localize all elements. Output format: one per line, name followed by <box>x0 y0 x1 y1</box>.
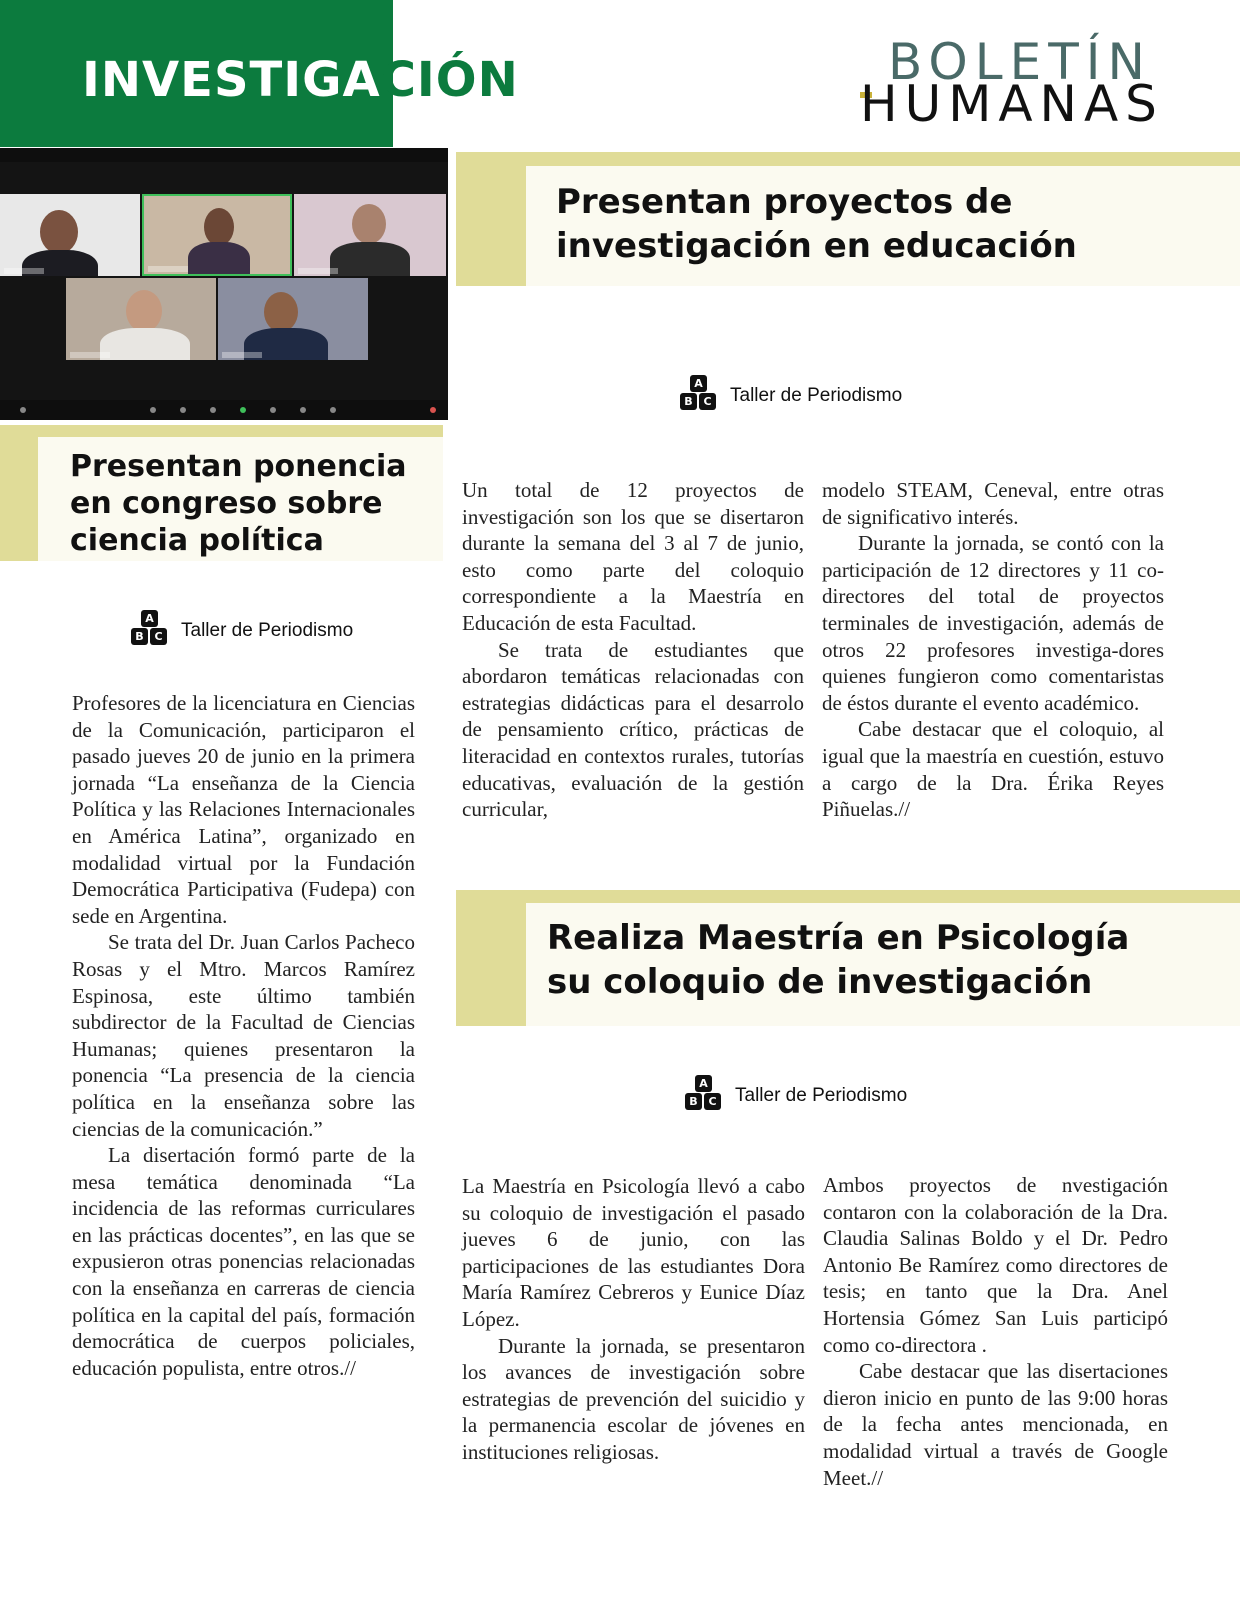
article1-body <box>72 690 415 1381</box>
boletin-humanas-logo <box>860 33 1180 133</box>
video-call-toolbar <box>0 400 448 420</box>
participant-tile-active <box>142 194 292 276</box>
article1-paragraph: Se trata del Dr. Juan Carlos Pacheco Rosas y el Mtro. Marcos Ramírez Espinosa, este último también subdirector de la Facultad de Ciencias Humanas; quienes presentaron la ponencia “La presencia de la ciencia política en la enseñanza sobre las ciencias de la comunicación.” <box>72 930 415 1141</box>
logo-line1: BOLETÍN <box>888 33 1152 91</box>
byline-label: Taller de Periodismo <box>730 385 903 406</box>
article1-title-line: en congreso sobre <box>70 486 383 521</box>
article3-col1 <box>462 1173 805 1466</box>
article1-paragraph: Profesores de la licenciatura en Ciencias de la Comunicación, participaron el pasado jueves 20 de junio en la primera jornada “La enseñanza de la Ciencia Política y las Relaciones Internacionales en América Latina”, organizado en modalidad virtual por la Fundación Democrática Participativa (Fudepa) con sede en Argentina. <box>72 691 415 928</box>
article3-paragraph: Cabe destacar que las disertaciones dieron inicio en punto de las 9:00 horas de la fecha antes mencionada, en modalidad virtual a través de Google Meet.// <box>823 1359 1168 1490</box>
article3-paragraph: Durante la jornada, se presentaron los avances de investigación sobre estrategias de prevención del suicidio y la permanencia escolar de jóvenes en instituciones religiosas. <box>462 1333 805 1464</box>
article2-paragraph: Cabe destacar que el coloquio, al igual que la maestría en cuestión, estuvo a cargo de la Dra. Érika Reyes Piñuelas.// <box>822 717 1164 822</box>
section-title-part2: CIÓN <box>380 52 519 108</box>
participant-tile <box>294 194 446 276</box>
article2-col1 <box>462 477 804 823</box>
article2-paragraph: modelo STEAM, Ceneval, entre otras de significativo interés. <box>822 478 1164 529</box>
participant-tile <box>66 278 216 360</box>
video-call-topbar <box>0 148 448 162</box>
article2-title-line: investigación en educación <box>556 226 1077 266</box>
article2-title-line: Presentan proyectos de <box>556 182 1013 222</box>
article2-paragraph: Se trata de estudiantes que abordaron temáticas relacionadas con estrategias didácticas para el desarrolo de pensamiento crítico, prácticas de literacidad en contextos rurales, tutorías educativas, evaluación de la gestión curricular, <box>462 637 804 822</box>
article1-paragraph: La disertación formó parte de la mesa temática denominada “La incidencia de las reformas curriculares en las prácticas docentes”, en las que se expusieron otras ponencias relacionadas con la enseñanza en carreras de ciencia política en la capital del país, formación democrática de cuerpos policiales, educación populista, entre otros.// <box>72 1143 415 1380</box>
section-title <box>82 48 519 112</box>
article1-title-line: Presentan ponencia <box>70 449 407 484</box>
abc-blocks-icon: A B C <box>685 1075 723 1113</box>
article3-byline <box>685 1075 945 1115</box>
article3-paragraph: Ambos proyectos de nvestigación contaron con la colaboración de la Dra. Claudia Salinas Boldo y el Dr. Pedro Antonio Be Ramírez como directores de tesis; en tanto que la Dra. Anel Hortensia Gómez San Luis participó como co-directora . <box>823 1173 1168 1357</box>
article2-title <box>556 180 1077 268</box>
article1-title-line: ciencia política <box>70 523 324 558</box>
logo-line2: HUMANAS <box>860 75 1164 133</box>
participant-tile <box>218 278 368 360</box>
article3-title <box>547 916 1129 1004</box>
section-title-part1: INVESTIGA <box>82 52 381 108</box>
byline-label: Taller de Periodismo <box>181 620 354 641</box>
article1-byline <box>131 610 391 650</box>
byline-label: Taller de Periodismo <box>735 1085 908 1106</box>
video-call-photo <box>0 148 448 420</box>
article3-title-line: su coloquio de investigación <box>547 962 1093 1002</box>
article2-paragraph: Durante la jornada, se contó con la participación de 12 directores y 11 co-directores del total de proyectos terminales de investigación, además de otros 22 profesores investiga-dores quienes fungieron como comentaristas de éstos durante el evento académico. <box>822 531 1164 715</box>
article2-paragraph: Un total de 12 proyectos de investigación son los que se disertaron durante la semana del 3 al 7 de junio, esto como parte del coloquio correspondiente a la Maestría en Educación de esta Facultad. <box>462 478 804 635</box>
article2-col2 <box>822 477 1164 823</box>
article3-paragraph: La Maestría en Psicología llevó a cabo su coloquio de investigación el pasado jueves 6 de junio, con las participaciones de las estudiantes Dora María Ramírez Cebreros y Eunice Díaz López. <box>462 1174 805 1331</box>
article3-title-line: Realiza Maestría en Psicología <box>547 918 1130 958</box>
participant-tile <box>0 194 140 276</box>
article3-col2 <box>823 1172 1168 1491</box>
abc-blocks-icon: A B C <box>680 375 718 413</box>
abc-blocks-icon: A B C <box>131 610 169 648</box>
article2-byline <box>680 375 940 415</box>
article1-title <box>70 448 407 559</box>
